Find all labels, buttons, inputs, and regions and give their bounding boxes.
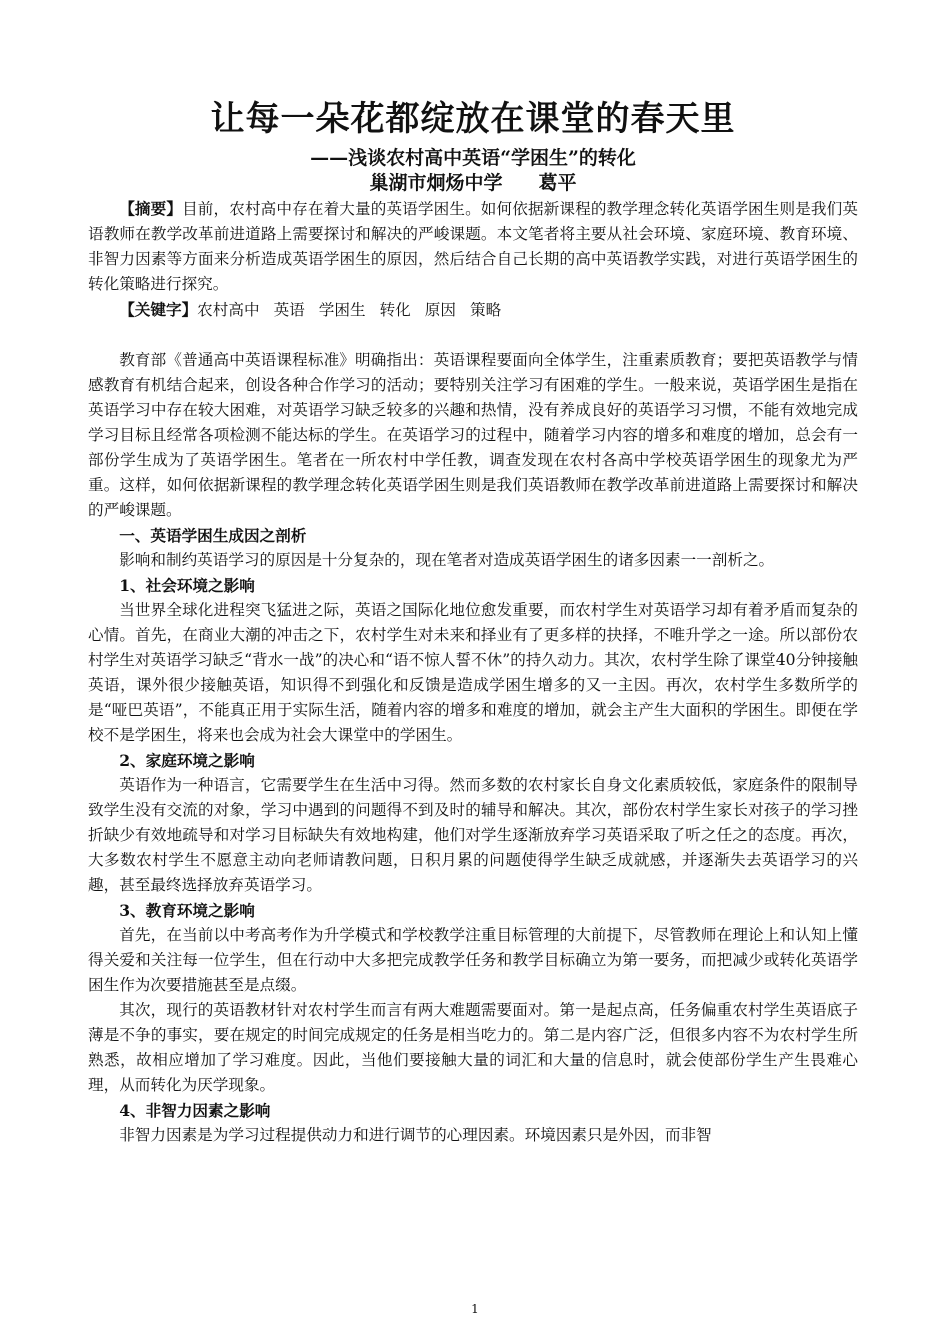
intro-paragraph: 教育部《普通高中英语课程标准》明确指出：英语课程要面向全体学生，注重素质教育；要把英语教学与情感教育有机结合起来，创设各种合作学习的活动；要特别关注学习有困难的学生。一般来说，英语学困生是指在英语学习中存在较大困难，对英语学习缺乏较多的兴趣和热情，没有养成良好的英语学习习惯，不能有效地完成学习目标且经常各项检测不能达标的学生。在英语学习的过程中，随着学习内容的增多和难度的增加，总会有一部份学生成为了英语学困生。笔者在一所农村中学任教，调查发现在农村各高中学校英语学困生的现象尤为严重。这样，如何依据新课程的教学理念转化英语学困生则是我们英语教师在教学改革前进道路上需要探讨和解决的严峻课题。 <box>88 351 858 519</box>
keyword: 英语 <box>273 301 305 319</box>
subsection-heading-education: 3、教育环境之影响 <box>119 901 255 920</box>
subsection-heading-family: 2、家庭环境之影响 <box>119 751 255 770</box>
author-line <box>88 171 858 196</box>
keyword: 转化 <box>379 301 411 319</box>
author-school: 巢湖市炯炀中学 <box>369 172 503 194</box>
education-paragraph-2: 其次，现行的英语教材针对农村学生而言有两大难题需要面对。第一是起点高，任务偏重农村学生英语底子薄是不争的事实，要在规定的时间完成规定的任务是相当吃力的。第二是内容广泛，但很多内容不为农村学生所熟悉，故相应增加了学习难度。因此，当他们要接触大量的词汇和大量的信息时，就会使部份学生产生畏难心理，从而转化为厌学现象。 <box>88 1001 858 1094</box>
abstract-label: 【摘要】 <box>119 199 183 218</box>
abstract-text: 目前，农村高中存在着大量的英语学困生。如何依据新课程的教学理念转化英语学困生则是我们英语教师在教学改革前进道路上需要探讨和解决的严峻课题。本文笔者将主要从社会环境、家庭环境、教育环境、非智力因素等方面来分析造成英语学困生的原因，然后结合自己长期的高中英语教学实践，对进行英语学困生的转化策略进行探究。 <box>88 200 858 293</box>
document-subtitle: ——浅谈农村高中英语“学困生”的转化 <box>310 147 636 169</box>
abstract-paragraph <box>88 196 858 297</box>
subsection-heading-social: 1、社会环境之影响 <box>119 576 255 595</box>
keyword: 农村高中 <box>197 301 260 319</box>
section-intro-paragraph: 影响和制约英语学习的原因是十分复杂的，现在笔者对造成英语学困生的诸多因素一一剖析之。 <box>119 551 775 569</box>
keywords-line <box>88 297 858 323</box>
blank-line <box>88 323 858 348</box>
section-heading: 一、英语学困生成因之剖析 <box>119 526 307 545</box>
keywords-label: 【关键字】 <box>119 300 198 319</box>
author-name: 葛平 <box>538 172 577 194</box>
keyword: 原因 <box>424 301 456 319</box>
keyword: 学困生 <box>318 301 366 319</box>
social-paragraph: 当世界全球化进程突飞猛进之际，英语之国际化地位愈发重要，而农村学生对英语学习却有着矛盾而复杂的心情。首先，在商业大潮的冲击之下，农村学生对未来和择业有了更多样的抉择，不唯升学之一途。所以部份农村学生对英语学习缺乏“背水一战”的决心和“语不惊人誓不休”的持久动力。其次，农村学生除了课堂40分钟接触英语，课外很少接触英语，知识得不到强化和反馈是造成学困生增多的又一主因。再次，农村学生多数所学的是“哑巴英语”，不能真正用于实际生活，随着内容的增多和难度的增加，就会主产生大面积的学困生。即便在学校不是学困生，将来也会成为社会大课堂中的学困生。 <box>88 601 858 744</box>
nonintellectual-paragraph: 非智力因素是为学习过程提供动力和进行调节的心理因素。环境因素只是外因，而非智 <box>119 1126 712 1144</box>
page-number: 1 <box>471 1302 479 1316</box>
keyword: 策略 <box>469 301 502 319</box>
document-page <box>88 96 858 1148</box>
subsection-heading-nonintellectual: 4、非智力因素之影响 <box>119 1101 271 1120</box>
education-paragraph-1: 首先，在当前以中考高考作为升学模式和学校教学注重目标管理的大前提下，尽管教师在理论上和认知上懂得关爱和关注每一位学生，但在行动中大多把完成教学任务和教学目标确立为第一要务，而把减少或转化英语学困生作为次要措施甚至是点缀。 <box>88 926 858 994</box>
document-title: 让每一朵花都绽放在课堂的春天里 <box>210 99 736 139</box>
family-paragraph: 英语作为一种语言，它需要学生在生活中习得。然而多数的农村家长自身文化素质较低，家庭条件的限制导致学生没有交流的对象，学习中遇到的问题得不到及时的辅导和解决。其次，部份农村学生家长对孩子的学习挫折缺少有效地疏导和对学习目标缺失有效地构建，他们对学生逐渐放弃学习英语采取了听之任之的态度。再次，大多数农村学生不愿意主动向老师请教问题，日积月累的问题使得学生缺乏成就感，并逐渐失去英语学习的兴趣，甚至最终选择放弃英语学习。 <box>88 776 858 894</box>
